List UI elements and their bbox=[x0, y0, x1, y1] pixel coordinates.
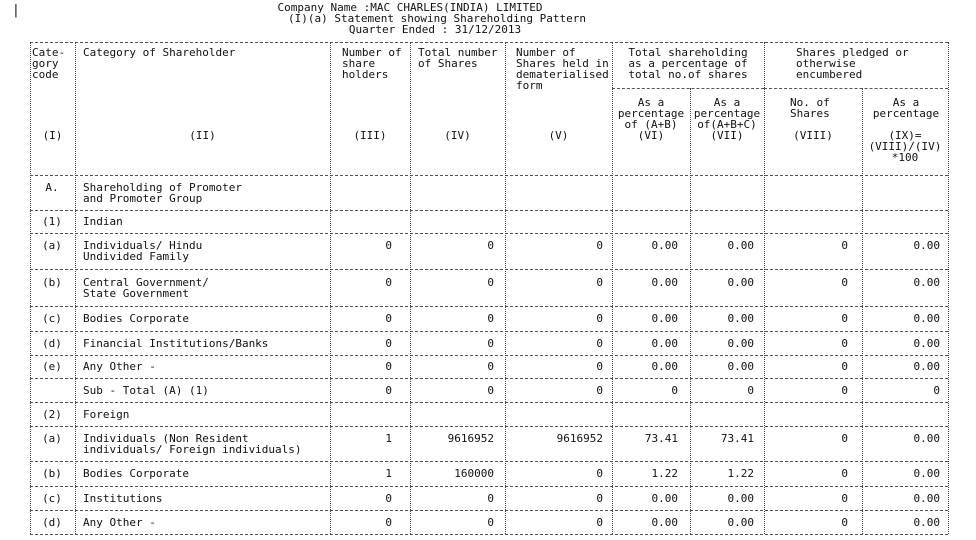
row-value: 0 bbox=[841, 360, 848, 373]
row-value: 0 bbox=[385, 276, 392, 289]
row-category: Shareholding of Promoter bbox=[83, 181, 242, 194]
row-value: 0.00 bbox=[727, 492, 754, 505]
row-code: (1) bbox=[42, 215, 62, 228]
group-rule bbox=[764, 88, 948, 89]
row-code: (b) bbox=[42, 276, 62, 289]
table-rule bbox=[30, 175, 948, 176]
column-header-c6: of (A+B) bbox=[624, 118, 678, 131]
column-header-c5: dematerialised bbox=[516, 68, 609, 81]
row-value: 0 bbox=[487, 312, 494, 325]
table-rule bbox=[30, 486, 948, 487]
row-value: 0 bbox=[487, 384, 494, 397]
column-formula: *100 bbox=[891, 151, 919, 164]
row-value: 1.22 bbox=[651, 467, 678, 480]
table-rule bbox=[30, 378, 948, 379]
row-value: 0 bbox=[385, 312, 392, 325]
row-value: 0 bbox=[385, 384, 392, 397]
row-value: 0.00 bbox=[651, 239, 678, 252]
row-value: 0 bbox=[487, 337, 494, 350]
column-header-c1: Cate- bbox=[32, 46, 66, 59]
row-value: 0 bbox=[487, 239, 494, 252]
table-rule bbox=[30, 355, 948, 356]
column-header-c1: code bbox=[32, 68, 59, 81]
column-header-c9: As a bbox=[892, 96, 920, 109]
row-category: Any Other - bbox=[83, 516, 156, 529]
row-value: 0.00 bbox=[651, 312, 678, 325]
column-header-c7: (VII) bbox=[710, 129, 744, 142]
table-rule bbox=[30, 42, 948, 43]
row-value: 0 bbox=[487, 492, 494, 505]
column-header-c89_group: otherwise bbox=[796, 57, 856, 70]
row-value: 0.00 bbox=[651, 276, 678, 289]
column-header-c4: of Shares bbox=[418, 57, 478, 70]
column-formula: (VIII)/(IV) bbox=[868, 140, 942, 153]
column-header-c9: percentage bbox=[872, 107, 940, 120]
row-code: (d) bbox=[42, 337, 62, 350]
table-rule bbox=[30, 510, 948, 511]
row-value: 1.22 bbox=[727, 467, 754, 480]
column-number: (IV) bbox=[444, 129, 471, 142]
column-header-c1: gory bbox=[32, 57, 59, 70]
table-rule bbox=[30, 426, 948, 427]
row-value: 0 bbox=[747, 384, 754, 397]
row-category: Bodies Corporate bbox=[83, 312, 189, 325]
table-rule bbox=[30, 402, 948, 403]
row-category: Individuals/ Hindu bbox=[83, 239, 203, 252]
row-value: 0 bbox=[487, 276, 494, 289]
row-value: 0 bbox=[385, 360, 392, 373]
row-category: Individuals (Non Resident bbox=[83, 432, 249, 445]
row-code: (c) bbox=[42, 492, 62, 505]
column-number: (I) bbox=[42, 129, 63, 142]
row-value: 0.00 bbox=[913, 492, 940, 505]
row-value: 0 bbox=[487, 516, 494, 529]
column-header-c2: Category of Shareholder bbox=[83, 46, 236, 59]
column-rule bbox=[75, 42, 76, 534]
row-value: 0.00 bbox=[913, 276, 940, 289]
row-value: 0 bbox=[596, 312, 603, 325]
row-category: individuals/ Foreign individuals) bbox=[83, 443, 302, 456]
row-category: Bodies Corporate bbox=[83, 467, 189, 480]
row-value: 0 bbox=[596, 516, 603, 529]
statement-title: (I)(a) Statement showing Shareholding Pattern bbox=[287, 12, 586, 25]
row-value: 0.00 bbox=[727, 360, 754, 373]
row-category: Any Other - bbox=[83, 360, 156, 373]
row-value: 0.00 bbox=[913, 239, 940, 252]
row-value: 0.00 bbox=[727, 239, 754, 252]
column-header-c7: of(A+B+C) bbox=[697, 118, 757, 131]
row-value: 0 bbox=[385, 516, 392, 529]
row-code: A. bbox=[45, 181, 59, 194]
row-value: 0 bbox=[487, 360, 494, 373]
column-number: (VIII) bbox=[793, 129, 833, 142]
row-value: 1 bbox=[385, 467, 392, 480]
row-value: 9616952 bbox=[556, 432, 603, 445]
column-header-c7: percentage bbox=[693, 107, 761, 120]
column-header-c6: (VI) bbox=[637, 129, 665, 142]
row-code: (e) bbox=[42, 360, 62, 373]
column-formula: (IX)= bbox=[888, 129, 922, 142]
row-value: 0 bbox=[596, 239, 603, 252]
row-code: (a) bbox=[42, 239, 62, 252]
column-header-c6: percentage bbox=[617, 107, 685, 120]
row-value: 0 bbox=[841, 432, 848, 445]
column-header-c4: Total number bbox=[418, 46, 498, 59]
column-number: (II) bbox=[189, 129, 216, 142]
row-value: 73.41 bbox=[720, 432, 754, 445]
row-value: 0.00 bbox=[727, 276, 754, 289]
row-value: 0.00 bbox=[913, 312, 940, 325]
column-header-c89_group: Shares pledged or bbox=[796, 46, 909, 59]
row-code: (a) bbox=[42, 432, 62, 445]
row-category: and Promoter Group bbox=[83, 192, 203, 205]
column-rule bbox=[948, 42, 949, 534]
row-category: Central Government/ bbox=[83, 276, 209, 289]
column-header-c6: As a bbox=[637, 96, 665, 109]
row-category: Undivided Family bbox=[83, 250, 189, 263]
table-rule bbox=[30, 534, 948, 535]
row-value: 0 bbox=[385, 337, 392, 350]
row-value: 0.00 bbox=[651, 516, 678, 529]
row-value: 0 bbox=[596, 337, 603, 350]
column-header-c67_group: Total shareholding bbox=[628, 46, 748, 59]
column-header-c5: form bbox=[516, 79, 543, 92]
row-value: 9616952 bbox=[447, 432, 494, 445]
column-header-c3: share bbox=[342, 57, 376, 70]
column-rule bbox=[505, 42, 506, 534]
row-category: Financial Institutions/Banks bbox=[83, 337, 269, 350]
row-category: Institutions bbox=[83, 492, 163, 505]
row-category: State Government bbox=[83, 287, 189, 300]
row-value: 0.00 bbox=[913, 360, 940, 373]
column-header-c89_group: encumbered bbox=[796, 68, 863, 81]
column-header-c8: No. of bbox=[790, 96, 830, 109]
row-category: Indian bbox=[83, 215, 123, 228]
row-value: 0 bbox=[671, 384, 678, 397]
row-value: 0.00 bbox=[913, 516, 940, 529]
column-header-c67_group: as a percentage of bbox=[628, 57, 748, 70]
table-rule bbox=[30, 461, 948, 462]
row-value: 0.00 bbox=[727, 337, 754, 350]
row-value: 0 bbox=[596, 492, 603, 505]
row-value: 0 bbox=[596, 384, 603, 397]
table-rule bbox=[30, 210, 948, 211]
row-value: 0.00 bbox=[913, 467, 940, 480]
row-value: 0 bbox=[385, 492, 392, 505]
row-category: Sub - Total (A) (1) bbox=[83, 384, 209, 397]
column-header-c3: holders bbox=[342, 68, 389, 81]
text-cursor: | bbox=[12, 3, 20, 18]
row-value: 0.00 bbox=[913, 432, 940, 445]
column-header-c7: As a bbox=[713, 96, 741, 109]
column-header-c5: Number of bbox=[516, 46, 576, 59]
row-value: 0 bbox=[596, 360, 603, 373]
row-value: 1 bbox=[385, 432, 392, 445]
row-code: (c) bbox=[42, 312, 62, 325]
row-value: 0.00 bbox=[651, 492, 678, 505]
row-value: 0.00 bbox=[727, 312, 754, 325]
row-value: 0 bbox=[933, 384, 940, 397]
row-value: 0 bbox=[841, 492, 848, 505]
row-value: 0.00 bbox=[727, 516, 754, 529]
table-rule bbox=[30, 233, 948, 234]
column-rule bbox=[410, 42, 411, 534]
row-value: 0 bbox=[841, 239, 848, 252]
row-value: 160000 bbox=[454, 467, 494, 480]
column-rule bbox=[330, 42, 331, 534]
table-rule bbox=[30, 331, 948, 332]
quarter-ended: Quarter Ended : 31/12/2013 bbox=[348, 23, 522, 36]
table-rule bbox=[30, 269, 948, 270]
row-code: (2) bbox=[42, 408, 62, 421]
row-value: 0 bbox=[841, 276, 848, 289]
column-rule bbox=[764, 42, 765, 534]
column-number: (V) bbox=[548, 129, 569, 142]
column-rule bbox=[30, 42, 31, 534]
row-value: 0.00 bbox=[651, 360, 678, 373]
row-value: 0.00 bbox=[913, 337, 940, 350]
row-value: 0 bbox=[841, 312, 848, 325]
table-rule bbox=[30, 306, 948, 307]
row-value: 0 bbox=[596, 276, 603, 289]
column-header-c3: Number of bbox=[342, 46, 402, 59]
row-code: (d) bbox=[42, 516, 62, 529]
row-value: 0 bbox=[841, 384, 848, 397]
column-header-c67_group: total no.of shares bbox=[628, 68, 748, 81]
row-value: 0 bbox=[841, 337, 848, 350]
row-value: 0 bbox=[841, 467, 848, 480]
column-header-c5: Shares held in bbox=[516, 57, 609, 70]
column-number: (III) bbox=[353, 129, 387, 142]
company-name: Company Name :MAC CHARLES(INDIA) LIMITED bbox=[277, 1, 543, 14]
group-rule bbox=[612, 88, 764, 89]
column-header-c8: Shares bbox=[790, 107, 830, 120]
row-value: 0 bbox=[841, 516, 848, 529]
row-code: (b) bbox=[42, 467, 62, 480]
row-category: Foreign bbox=[83, 408, 130, 421]
row-value: 0 bbox=[385, 239, 392, 252]
row-value: 73.41 bbox=[644, 432, 678, 445]
row-value: 0.00 bbox=[651, 337, 678, 350]
row-value: 0 bbox=[596, 467, 603, 480]
